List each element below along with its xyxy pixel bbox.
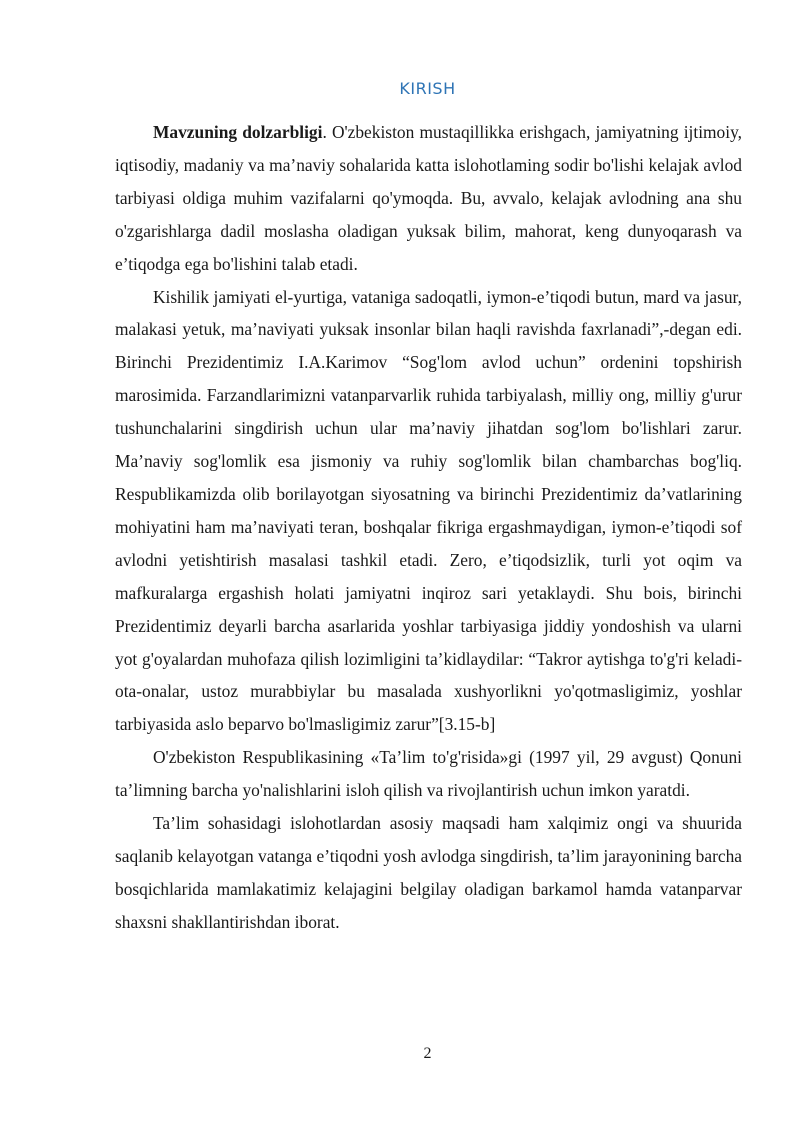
paragraph-lead-bold: Mavzuning dolzarbligi xyxy=(153,122,323,142)
paragraph-relevance xyxy=(115,116,742,281)
paragraph-reforms: Ta’lim sohasidagi islohotlardan asosiy maqsadi ham xalqimiz ongi va shuurida saqlanib kelayotgan vatanga e’tiqodni yosh avlodga singdirish, ta’lim jarayonining barcha bosqichlarida mamlakatimiz kelajagini belgilay oladigan barkamol hamda vatanparvar shaxsni shakllantirishdan iborat. xyxy=(115,813,742,932)
body-text xyxy=(115,116,742,939)
page-number: 2 xyxy=(423,1045,432,1062)
section-heading: KIRISH xyxy=(399,79,456,98)
paragraph-law: O'zbekiston Respublikasining «Ta’lim to'g'risida»gi (1997 yil, 29 avgust) Qonuni ta’limning barcha yo'nalishlarini isloh qilish va rivojlantirish uchun imkon yaratdi. xyxy=(115,747,742,801)
paragraph-text: . O'zbekiston mustaqillikka erishgach, jamiyatning ijtimoiy, iqtisodiy, madaniy va ma’naviy sohalarida katta islohotlaming sodir bo'lishi kelajak avlod tarbiyasi oldiga muhim vazifalarni qo'ymoqda. Bu, avvalo, kelajak avlodning ana shu o'zgarishlarga dadil moslasha oladigan yuksak bilim, mahorat, keng dunyoqarash va e’tiqodga ega bo'lishini talab etadi. xyxy=(115,122,742,274)
paragraph-quote: Kishilik jamiyati el-yurtiga, vataniga sadoqatli, iymon-e’tiqodi butun, mard va jasur, malakasi yetuk, ma’naviyati yuksak insonlar bilan haqli ravishda faxrlanadi”,-degan edi. Birinchi Prezidentimiz I.A.Karimov “Sog'lom avlod uchun” ordenini topshirish marosimida. Farzandlarimizni vatanparvarlik ruhida tarbiyalash, milliy ong, milliy g'urur tushunchalarini singdirish uchun ular ma’naviy jihatdan sog'lom bo'lishlari zarur. Ma’naviy sog'lomlik esa jismoniy va ruhiy sog'lomlik bilan chambarchas bog'liq. Respublikamizda olib borilayotgan siyosatning va birinchi Prezidentimiz da’vatlarining mohiyatini ham ma’naviyati teran, boshqalar fikriga ergashmaydigan, iymon-e’tiqodi sof avlodni yetishtirish masalasi tashkil etadi. Zero, e’tiqodsizlik, turli yot oqim va mafkuralarga ergashish holati jamiyatni inqiroz sari yetaklaydi. Shu bois, birinchi Prezidentimiz deyarli barcha asarlarida yoshlar tarbiyasiga jiddiy yondoshish va ularni yot g'oyalardan muhofaza qilish lozimligini ta’kidlaydilar: “Takror aytishga to'g'ri keladi-ota-onalar, ustoz murabbiylar bu masalada xushyorlikni yo'qotmasligimiz, yoshlar tarbiyasida aslo beparvo bo'lmasligimiz zarur”[3.15-b] xyxy=(115,286,742,735)
